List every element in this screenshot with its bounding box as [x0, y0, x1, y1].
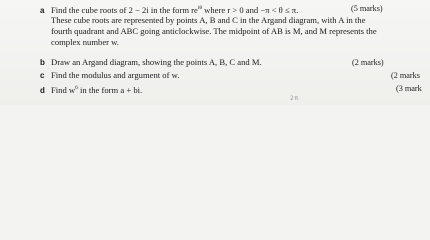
question-a-line2: These cube roots are represented by points A, B and C in the Argand diagram, with A in the	[51, 15, 366, 25]
question-d-exponent: 6	[75, 85, 78, 91]
question-b	[40, 57, 262, 68]
question-d	[40, 83, 142, 96]
question-c-text: Find the modulus and argument of w.	[51, 70, 180, 80]
question-a-exponent: iθ	[197, 5, 203, 11]
question-a-line1	[40, 3, 298, 16]
question-d-label: d	[40, 85, 45, 95]
exam-page	[0, 0, 430, 105]
question-b-marks: (2 marks)	[352, 58, 384, 67]
pencil-annotation: 2π	[290, 95, 299, 102]
question-a-condition: where r > 0 and −π < θ ≤ π.	[202, 4, 299, 15]
question-c-marks: (2 marks	[391, 71, 420, 80]
question-a-line3: fourth quadrant and ABC going anticlockwise. The midpoint of AB is M, and M represents the	[51, 26, 377, 36]
question-d-form: in the form a + bi.	[77, 84, 143, 95]
question-b-label: b	[40, 58, 45, 67]
question-d-marks: (3 mark	[396, 84, 422, 93]
question-d-text: Find w	[51, 84, 76, 95]
question-a-label: a	[40, 5, 45, 15]
question-c	[40, 70, 179, 81]
question-a-line4: complex number w.	[51, 37, 119, 47]
question-b-text: Draw an Argand diagram, showing the points A, B, C and M.	[51, 57, 262, 67]
question-a-text: Find the cube roots of 2 − 2i in the form re	[51, 4, 198, 15]
question-c-label: c	[40, 71, 45, 80]
question-a-marks: (5 marks)	[351, 4, 383, 13]
